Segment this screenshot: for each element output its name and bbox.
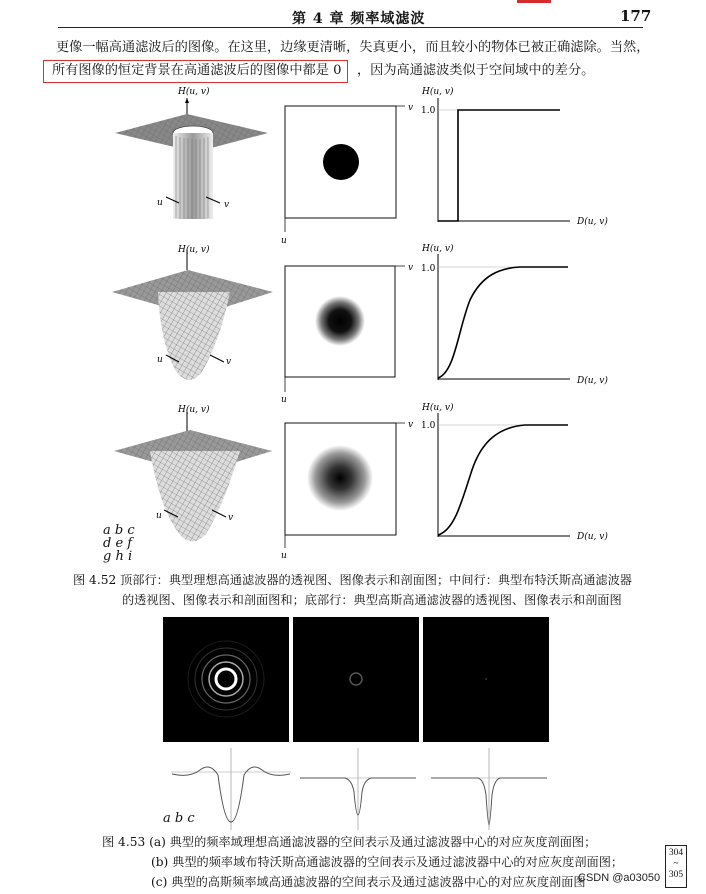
body-line-2-highlighted: 所有图像的恒定背景在高通滤波后的图像中都是 0 [52,63,342,78]
panel-labels-row-3: g h i [103,549,133,564]
tick-label-one: 1.0 [421,264,436,274]
page-number: 177 [620,7,652,25]
axis-label-H: H(u, v) [422,87,454,97]
spatial-gaussian [423,617,549,742]
axis-label-u: u [281,551,287,561]
caption-4-53-line-2: (b) 典型的频率域布特沃斯高通滤波器的空间表示及通过滤波器中心的对应灰度剖面图； [151,855,624,869]
axis-label-u: u [156,511,162,521]
caption-4-52-line-2: 的透视图、图像表示和剖面图和；底部行：典型高斯高通滤波器的透视图、图像表示和剖面图 [122,593,622,607]
profile-gaussian-spatial [431,748,547,830]
profile-butterworth-spatial [300,748,416,830]
body-line-2-rest: ，因为高通滤波类似于空间域中的差分。 [357,63,595,78]
caption-4-52-line-1: 图 4.52 顶部行：典型理想高通滤波器的透视图、图像表示和剖面图；中间行：典型布特沃斯高通滤波器 [73,573,632,587]
tick-label-one: 1.0 [421,106,436,116]
axis-label-D: D(u, v) [577,376,608,386]
page-range-start: 304 [668,848,684,858]
spatial-ideal [163,617,289,742]
axis-label-v: v [408,263,414,273]
axis-label-v: v [408,103,414,113]
axis-label-H: H(u, v) [422,244,454,254]
axis-label-v: v [226,357,232,367]
axis-label-H: H(u, v) [178,405,210,415]
axis-label-u: u [157,198,163,208]
caption-4-53-line-3: (c) 典型的高斯频率域高通滤波器的空间表示及通过滤波器中心的对应灰度剖面图 [151,875,586,889]
page-range-end: 305 [668,870,684,880]
axis-label-u: u [281,395,287,405]
axis-label-D: D(u, v) [577,217,608,227]
axis-label-u: u [157,355,163,365]
body-line-1: 更像一幅高通滤波后的图像。在这里，边缘更清晰，失真更小，而且较小的物体已被正确滤除。当然， [56,40,650,55]
panel-labels-row-2: d e f [103,536,133,551]
axis-label-u: u [281,236,287,246]
page-range-sep: ~ [673,859,679,869]
caption-4-53-line-1: 图 4.53 (a) 典型的频率域理想高通滤波器的空间表示及通过滤波器中心的对应灰度剖面图； [102,835,597,849]
axis-label-H: H(u, v) [178,87,210,97]
axis-label-v: v [228,513,234,523]
axis-label-D: D(u, v) [577,532,608,542]
spatial-butterworth [293,617,419,742]
tick-label-one: 1.0 [421,421,436,431]
axis-label-H: H(u, v) [422,403,454,413]
axis-label-v: v [408,420,414,430]
figure-4-53-panel-labels: a b c [163,811,195,826]
axis-label-H: H(u, v) [178,245,210,255]
panel-labels-row-1: a b c [103,523,135,538]
page-range-box [665,845,687,888]
watermark: CSDN @a03050 [578,872,661,884]
axis-label-v: v [224,200,230,210]
running-header-chapter: 第 4 章 频率域滤波 [292,11,426,27]
